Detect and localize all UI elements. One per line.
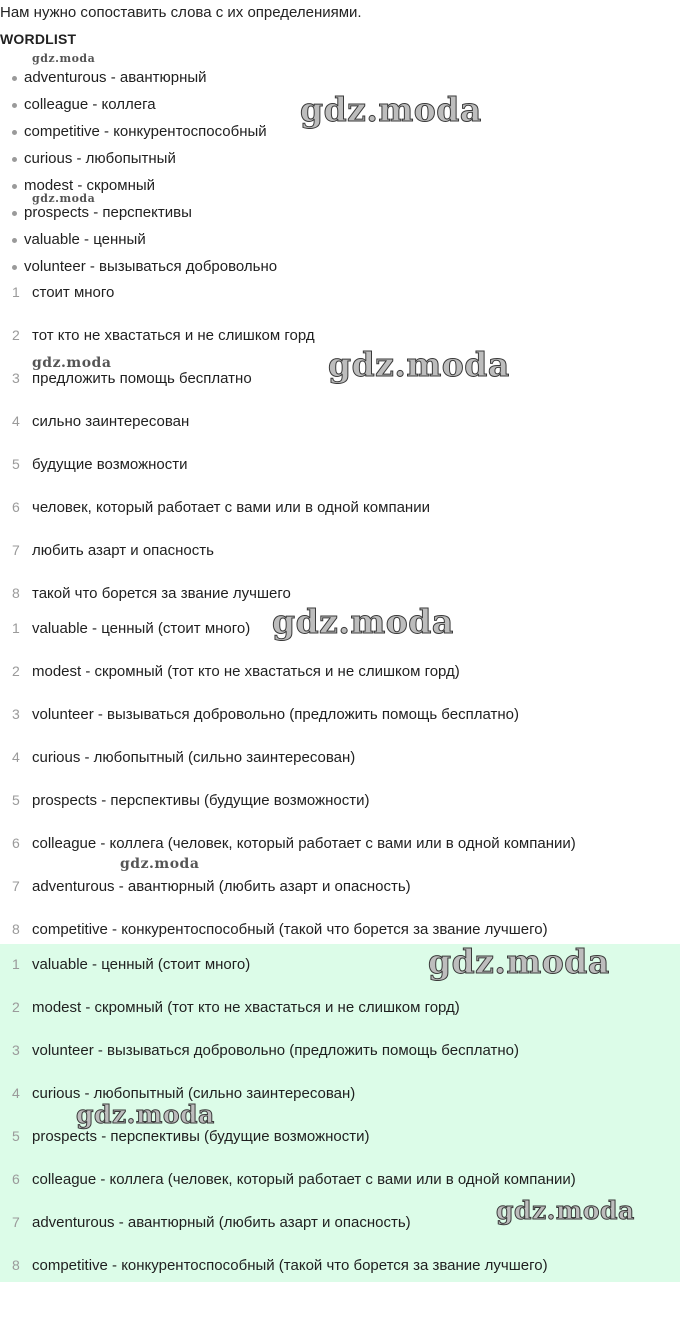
answer-text: curious - любопытный (сильно заинтересован) — [32, 1085, 356, 1102]
item-number: 4 — [12, 413, 20, 429]
pair-item — [0, 693, 680, 736]
answer-item — [0, 943, 680, 986]
item-number: 1 — [12, 284, 20, 300]
answer-item — [0, 1158, 680, 1201]
wordlist-item-text: competitive - конкурентоспособный — [24, 123, 267, 140]
item-number: 7 — [12, 878, 20, 894]
watermark: gdz.moda — [120, 856, 200, 872]
definition-text: такой что борется за звание лучшего — [32, 585, 291, 602]
definition-item — [0, 400, 680, 443]
item-number: 7 — [12, 1214, 20, 1230]
bullet-icon — [12, 211, 17, 216]
bullet-icon — [12, 184, 17, 189]
answer-text: volunteer - вызываться добровольно (предложить помощь бесплатно) — [32, 1042, 519, 1059]
pair-text: modest - скромный (тот кто не хвастаться и не слишком горд) — [32, 663, 460, 680]
definition-item — [0, 443, 680, 486]
answer-item — [0, 986, 680, 1029]
definition-text: стоит много — [32, 284, 115, 301]
answer-item — [0, 1029, 680, 1072]
item-number: 2 — [12, 327, 20, 343]
wordlist — [0, 64, 680, 280]
wordlist-item — [0, 64, 680, 91]
wordlist-item — [0, 172, 680, 199]
matched-pairs-list — [0, 607, 680, 951]
answer-item — [0, 1201, 680, 1244]
item-number: 5 — [12, 1128, 20, 1144]
definition-text: тот кто не хвастаться и не слишком горд — [32, 327, 315, 344]
item-number: 6 — [12, 1171, 20, 1187]
pair-item — [0, 607, 680, 650]
item-number: 6 — [12, 499, 20, 515]
wordlist-item — [0, 145, 680, 172]
item-number: 8 — [12, 585, 20, 601]
definition-text: любить азарт и опасность — [32, 542, 214, 559]
pair-text: colleague - коллега (человек, который работает с вами или в одной компании) — [32, 835, 576, 852]
pair-text: curious - любопытный (сильно заинтересован) — [32, 749, 356, 766]
watermark: gdz.moda — [32, 192, 96, 205]
watermark: gdz.moda — [272, 602, 454, 641]
watermark: gdz.moda — [428, 942, 610, 981]
answer-text: adventurous - авантюрный (любить азарт и опасность) — [32, 1214, 411, 1231]
answer-item — [0, 1244, 680, 1287]
bullet-icon — [12, 76, 17, 81]
bullet-icon — [12, 157, 17, 162]
answer-item — [0, 1115, 680, 1158]
bullet-icon — [12, 103, 17, 108]
pair-item — [0, 822, 680, 865]
watermark: gdz.moda — [300, 90, 482, 129]
answer-text: modest - скромный (тот кто не хвастаться и не слишком горд) — [32, 999, 460, 1016]
bullet-icon — [12, 238, 17, 243]
pair-item — [0, 779, 680, 822]
watermark: gdz.moda — [496, 1196, 635, 1225]
item-number: 4 — [12, 1085, 20, 1101]
definition-item — [0, 314, 680, 357]
bullet-icon — [12, 130, 17, 135]
pair-text: adventurous - авантюрный (любить азарт и опасность) — [32, 878, 411, 895]
item-number: 5 — [12, 792, 20, 808]
item-number: 7 — [12, 542, 20, 558]
wordlist-item — [0, 91, 680, 118]
item-number: 8 — [12, 921, 20, 937]
pair-text: prospects - перспективы (будущие возможности) — [32, 792, 370, 809]
answer-text: competitive - конкурентоспособный (такой что борется за звание лучшего) — [32, 1257, 548, 1274]
item-number: 1 — [12, 956, 20, 972]
item-number: 6 — [12, 835, 20, 851]
definition-text: будущие возможности — [32, 456, 188, 473]
intro-text: Нам нужно сопоставить слова с их определениями. — [0, 4, 362, 21]
definitions-list — [0, 271, 680, 615]
wordlist-item-text: adventurous - авантюрный — [24, 69, 207, 86]
definition-text: сильно заинтересован — [32, 413, 190, 430]
item-number: 3 — [12, 370, 20, 386]
definition-item — [0, 486, 680, 529]
bullet-icon — [12, 265, 17, 270]
pair-text: volunteer - вызываться добровольно (предложить помощь бесплатно) — [32, 706, 519, 723]
wordlist-item — [0, 199, 680, 226]
answer-text: valuable - ценный (стоит много) — [32, 956, 251, 973]
pair-item — [0, 650, 680, 693]
definition-item — [0, 357, 680, 400]
item-number: 3 — [12, 706, 20, 722]
wordlist-item — [0, 118, 680, 145]
answer-item — [0, 1072, 680, 1115]
item-number: 2 — [12, 663, 20, 679]
definition-text: предложить помощь бесплатно — [32, 370, 252, 387]
watermark: gdz.moda — [76, 1100, 215, 1129]
wordlist-title: WORDLIST — [0, 31, 77, 47]
wordlist-item-text: colleague - коллега — [24, 96, 156, 113]
item-number: 4 — [12, 749, 20, 765]
item-number: 8 — [12, 1257, 20, 1273]
item-number: 1 — [12, 620, 20, 636]
wordlist-item-text: valuable - ценный — [24, 231, 146, 248]
pair-item — [0, 736, 680, 779]
answer-list — [0, 943, 680, 1287]
pair-text: competitive - конкурентоспособный (такой что борется за звание лучшего) — [32, 921, 548, 938]
wordlist-item-text: modest - скромный — [24, 177, 156, 194]
definition-text: человек, который работает с вами или в одной компании — [32, 499, 430, 516]
wordlist-item-text: prospects - перспективы — [24, 204, 192, 221]
wordlist-item-text: curious - любопытный — [24, 150, 176, 167]
definition-item — [0, 271, 680, 314]
item-number: 3 — [12, 1042, 20, 1058]
watermark: gdz.moda — [32, 52, 96, 65]
watermark: gdz.moda — [328, 345, 510, 384]
definition-item — [0, 529, 680, 572]
wordlist-item-text: volunteer - вызываться добровольно — [24, 258, 278, 275]
pair-item — [0, 865, 680, 908]
item-number: 2 — [12, 999, 20, 1015]
pair-text: valuable - ценный (стоит много) — [32, 620, 251, 637]
wordlist-item — [0, 226, 680, 253]
answer-text: colleague - коллега (человек, который работает с вами или в одной компании) — [32, 1171, 576, 1188]
item-number: 5 — [12, 456, 20, 472]
watermark: gdz.moda — [32, 355, 112, 371]
answer-text: prospects - перспективы (будущие возможности) — [32, 1128, 370, 1145]
